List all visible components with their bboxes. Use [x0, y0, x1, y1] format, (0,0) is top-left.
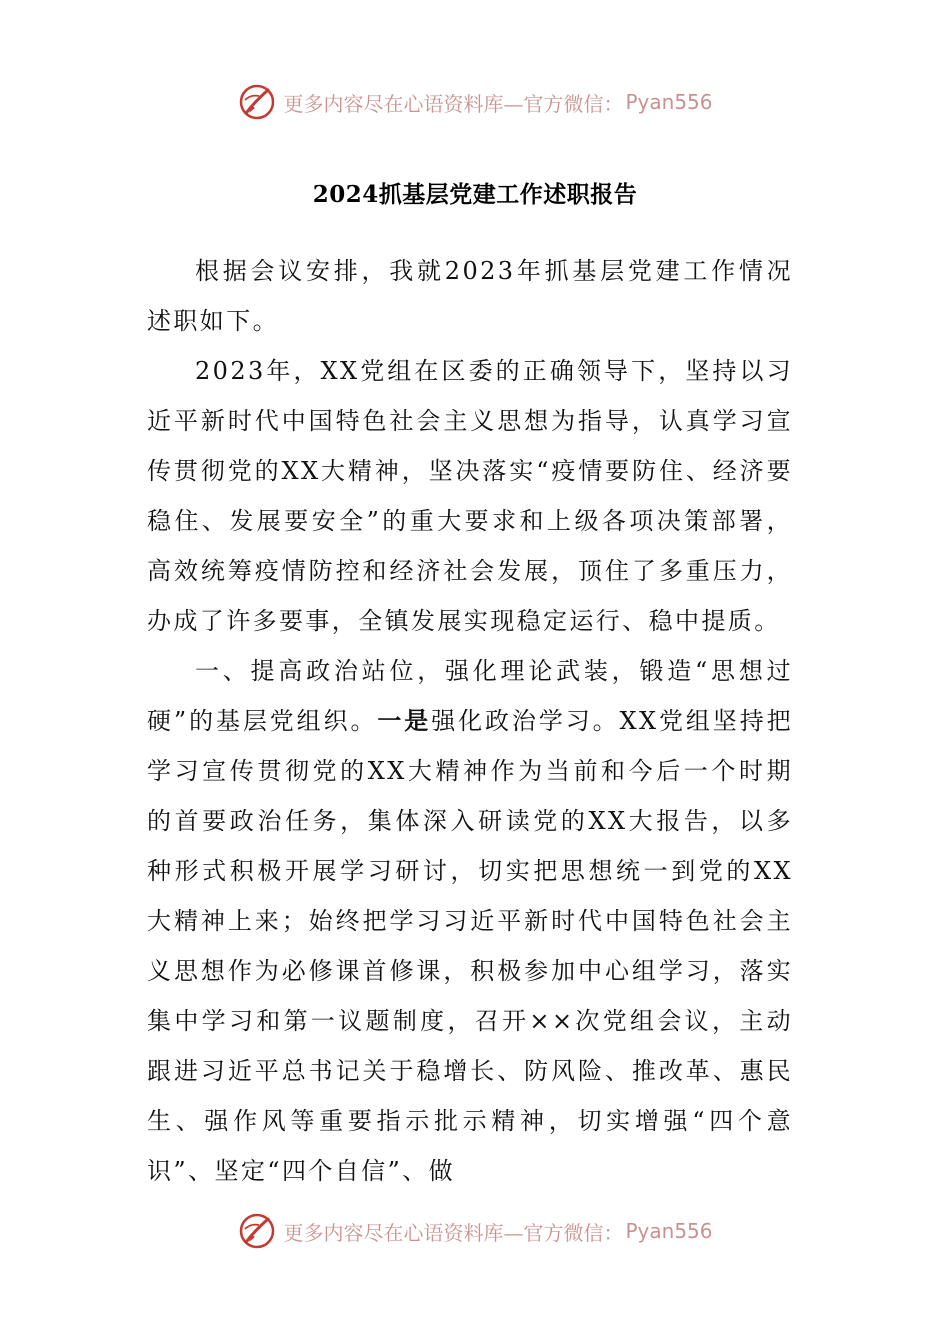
- bold-lead-text: 一是: [377, 706, 432, 735]
- section-one-heading: 一、提高政治站位，强化理论武装，锻造“思想过硬”的基层党组织。: [147, 657, 793, 735]
- banner-text: 更多内容尽在心语资料库—官方微信：: [283, 1220, 624, 1245]
- banner-text: 更多内容尽在心语资料库—官方微信：: [283, 91, 624, 116]
- paragraph-summary: 2023年，XX党组在区委的正确领导下，坚持以习近平新时代中国特色社会主义思想为指导，认真学习宣传贯彻党的XX大精神，坚决落实“疫情要防住、经济要稳住、发展要安全”的重大要求和上级各项决策部署，高效统筹疫情防控和经济社会发展，顶住了多重压力，办成了许多要事，全镇发展实现稳定运行、稳中提质。: [147, 357, 793, 635]
- banner-wechat-id: Pyan556: [625, 90, 713, 114]
- header-banner: [0, 80, 950, 124]
- footer-banner: [0, 1209, 950, 1253]
- pen-logo-icon: [237, 1211, 277, 1251]
- paragraph-section-one: [147, 646, 793, 1196]
- document-body: [147, 246, 793, 1196]
- document-title: 2024抓基层党建工作述职报告: [312, 181, 638, 208]
- paragraph-intro: 根据会议安排，我就2023年抓基层党建工作情况述职如下。: [147, 257, 793, 335]
- banner-wechat-id: Pyan556: [625, 1219, 713, 1243]
- pen-logo-icon: [237, 82, 277, 122]
- section-one-text: 强化政治学习。XX党组坚持把学习宣传贯彻党的XX大精神作为当前和今后一个时期的首要政治任务，集体深入研读党的XX大报告，以多种形式积极开展学习研讨，切实把思想统一到党的XX大精神上来；始终把学习习近平新时代中国特色社会主义思想作为必修课首修课，积极参加中心组学习，落实集中学习和第一议题制度，召开××次党组会议，主动跟进习近平总书记关于稳增长、防风险、推改革、惠民生、强作风等重要指示批示精神，切实增强“四个意识”、坚定“四个自信”、做: [147, 707, 793, 1185]
